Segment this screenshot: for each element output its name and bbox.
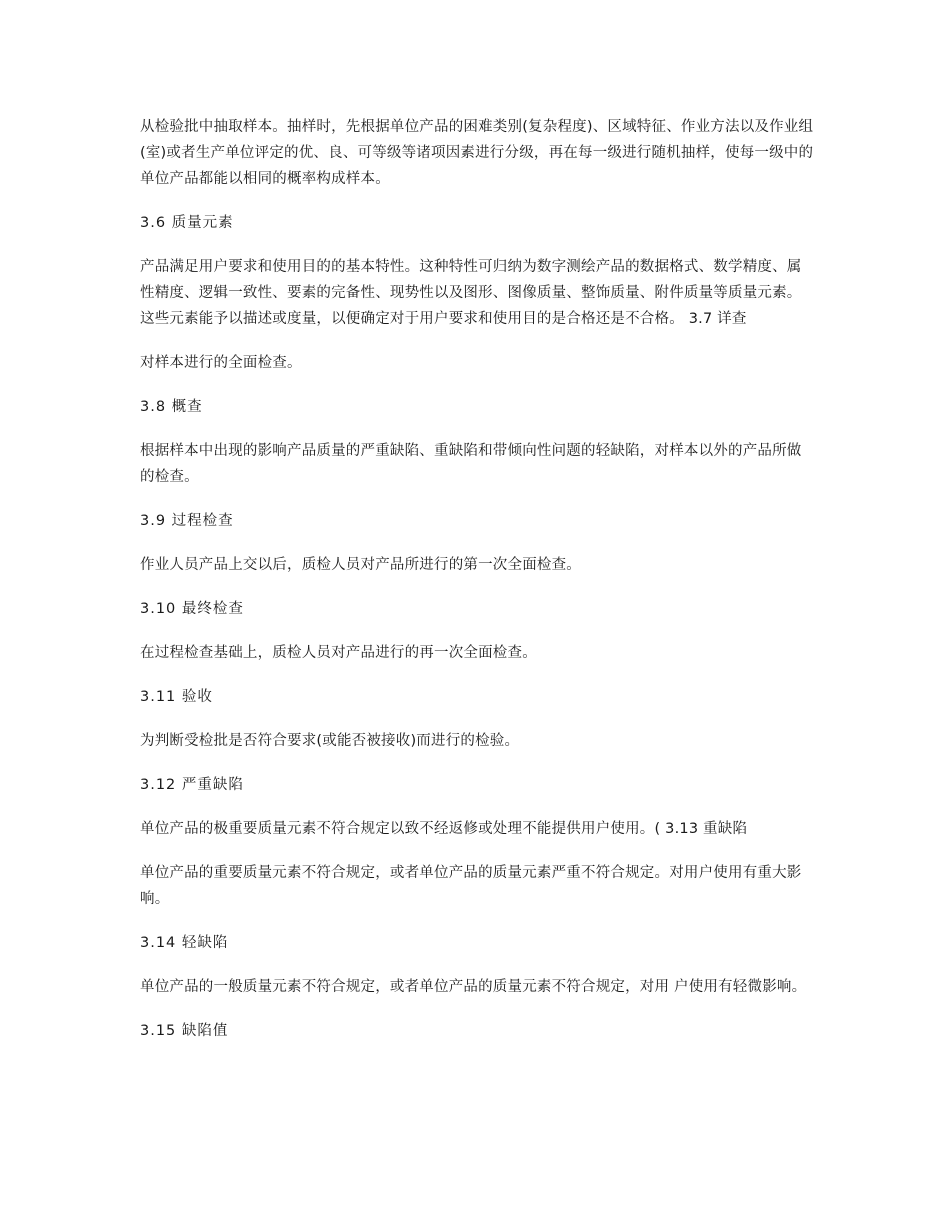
heading-3-6-quality-element: 3.6 质量元素: [140, 215, 234, 231]
heading-3-11-acceptance: 3.11 验收: [140, 689, 213, 705]
paragraph-sampling-method: 从检验批中抽取样本。抽样时，先根据单位产品的困难类别(复杂程度)、区域特征、作业方法以及作业组(室)或者生产单位评定的优、良、可等级等诸项因素进行分级，再在每一级进行随机抽样，使每一级中的单位产品都能以相同的概率构成样本。: [140, 119, 814, 187]
paragraph-detailed-inspection-definition: 对样本进行的全面检查。: [140, 355, 302, 371]
heading-3-8-general-inspection: 3.8 概查: [140, 399, 203, 415]
heading-3-10-final-inspection: 3.10 最终检查: [140, 601, 244, 617]
paragraph-minor-defect-definition: 单位产品的一般质量元素不符合规定，或者单位产品的质量元素不符合规定，对用 户使用有轻微影响。: [140, 979, 807, 995]
heading-3-15-defect-value: 3.15 缺陷值: [140, 1023, 229, 1039]
paragraph-process-inspection-definition: 作业人员产品上交以后，质检人员对产品所进行的第一次全面检查。: [140, 557, 581, 573]
heading-3-9-process-inspection: 3.9 过程检查: [140, 513, 234, 529]
heading-3-14-minor-defect: 3.14 轻缺陷: [140, 935, 229, 951]
heading-3-12-critical-defect: 3.12 严重缺陷: [140, 777, 244, 793]
paragraph-critical-defect-definition: 单位产品的极重要质量元素不符合规定以致不经返修或处理不能提供用户使用。( 3.13 重缺陷: [140, 821, 748, 837]
paragraph-general-inspection-definition: 根据样本中出现的影响产品质量的严重缺陷、重缺陷和带倾向性问题的轻缺陷，对样本以外的产品所做的检查。: [140, 443, 802, 485]
paragraph-final-inspection-definition: 在过程检查基础上，质检人员对产品进行的再一次全面检查。: [140, 645, 537, 661]
paragraph-major-defect-definition: 单位产品的重要质量元素不符合规定，或者单位产品的质量元素严重不符合规定。对用户使用有重大影响。: [140, 865, 802, 907]
document-page: [140, 114, 815, 1062]
paragraph-acceptance-definition: 为判断受检批是否符合要求(或能否被接收)而进行的检验。: [140, 733, 520, 749]
paragraph-quality-element-definition: 产品满足用户要求和使用目的的基本特性。这种特性可归纳为数字测绘产品的数据格式、数学精度、属性精度、逻辑一致性、要素的完备性、现势性以及图形、图像质量、整饰质量、附件质量等质量元素。这些元素能予以描述或度量，以便确定对于用户要求和使用目的是合格还是不合格。 3.7 详查: [140, 259, 802, 327]
